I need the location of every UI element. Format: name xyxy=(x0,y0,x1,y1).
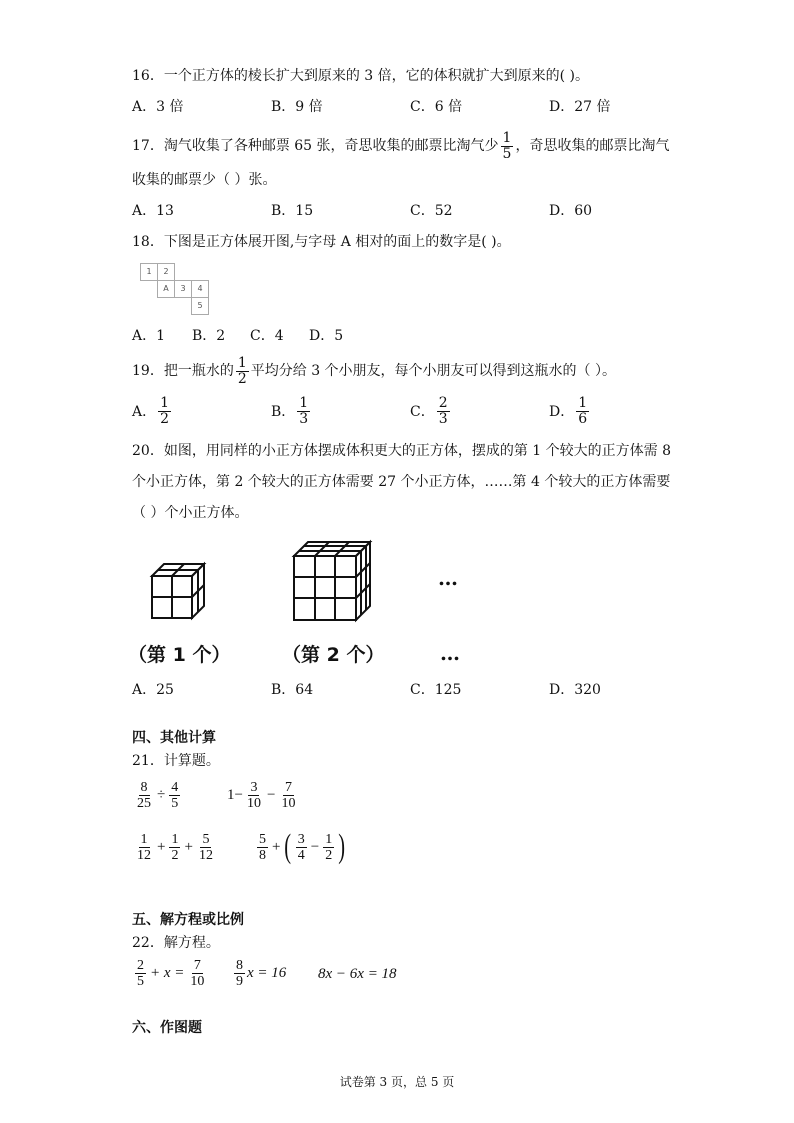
q18-stem: 18．下图是正方体展开图,与字母 A 相对的面上的数字是( )。 xyxy=(132,234,511,250)
frac-n: 1 xyxy=(325,831,333,847)
option-label: B． xyxy=(271,403,296,420)
frac xyxy=(135,832,153,863)
q18-option-c: C．4 xyxy=(250,328,284,344)
frac-d: 8 xyxy=(259,847,266,863)
q17-option-a: A．13 xyxy=(132,203,174,219)
frac xyxy=(279,780,297,811)
q16-stem: 16．一个正方体的棱长扩大到原来的 3 倍，它的体积就扩大到原来的( )。 xyxy=(132,68,589,84)
frac-d: 6 xyxy=(578,411,588,427)
cube-2x2-figure xyxy=(148,560,208,622)
net-cell: 5 xyxy=(191,297,209,315)
q17-option-c: C．52 xyxy=(410,203,453,219)
q19-frac-n: 1 xyxy=(237,354,247,371)
q18-option-a: A．1 xyxy=(132,328,166,344)
frac-n: 7 xyxy=(284,780,292,795)
q19-stem-b: 平均分给 3 个小朋友，每个小朋友可以得到这瓶水的（ ）。 xyxy=(250,363,617,379)
frac-n: 5 xyxy=(202,832,210,847)
section-5-title: 五、解方程或比例 xyxy=(132,912,244,928)
frac-d: 5 xyxy=(171,796,179,811)
q19-option-d xyxy=(549,396,591,427)
q16-option-a: A．3 倍 xyxy=(132,99,184,115)
frac-d: 12 xyxy=(137,848,151,863)
frac-d: 9 xyxy=(236,974,243,989)
q21-stem: 21．计算题。 xyxy=(132,753,220,769)
q20-option-a: A．25 xyxy=(132,682,174,698)
q19-stem-a: 19．把一瓶水的 xyxy=(132,363,234,379)
frac-d: 4 xyxy=(297,847,305,863)
q17-frac-d: 5 xyxy=(502,145,512,162)
right-paren: ) xyxy=(338,828,346,865)
caption-second: （第 2 个） xyxy=(282,644,385,666)
operator: − xyxy=(310,838,320,855)
option-label: A． xyxy=(132,403,157,420)
q16-option-c: C．6 倍 xyxy=(410,99,463,115)
q20-line1: 20．如图，用同样的小正方体摆成体积更大的正方体，摆成的第 1 个较大的正方体需 8 xyxy=(132,443,671,459)
frac-d: 2 xyxy=(160,411,170,427)
frac-n: 1 xyxy=(578,395,588,411)
operator: + xyxy=(157,839,166,855)
q17-option-d: D．60 xyxy=(549,203,593,219)
frac-n: 2 xyxy=(137,958,144,973)
q16-option-d: D．27 倍 xyxy=(549,99,611,115)
frac-d: 10 xyxy=(190,974,205,989)
q19-stem xyxy=(132,353,616,389)
option-label: D． xyxy=(549,403,575,420)
option-fraction xyxy=(576,396,589,427)
q18-option-d: D．5 xyxy=(309,328,344,344)
q17-stem-a: 17．淘气收集了各种邮票 65 张，奇思收集的邮票比淘气少 xyxy=(132,138,499,154)
calc-expr-3 xyxy=(133,832,217,863)
caption-first: （第 1 个） xyxy=(128,644,231,666)
frac xyxy=(188,958,206,989)
frac xyxy=(296,832,307,863)
frac-n: 7 xyxy=(193,958,201,973)
q20-option-d: D．320 xyxy=(549,682,601,698)
frac-d: 10 xyxy=(246,796,261,811)
net-cell: 4 xyxy=(191,280,209,298)
frac-n: 3 xyxy=(297,831,305,847)
frac-d: 3 xyxy=(438,411,448,427)
frac xyxy=(169,832,180,863)
q20-option-b: B．64 xyxy=(271,682,314,698)
equation-1 xyxy=(133,958,208,989)
option-fraction xyxy=(437,396,450,427)
q19-frac-d: 2 xyxy=(237,370,247,387)
q18-option-b: B．2 xyxy=(192,328,226,344)
frac xyxy=(234,958,245,989)
page-footer: 试卷第 3 页，总 5 页 xyxy=(339,1075,455,1089)
frac-d: 5 xyxy=(137,974,144,989)
section-4-title: 四、其他计算 xyxy=(132,730,216,746)
frac xyxy=(135,780,153,811)
frac-d: 2 xyxy=(171,848,179,863)
q17-stem-b: ，奇思收集的邮票比淘气 xyxy=(515,138,670,154)
frac xyxy=(197,832,215,863)
frac-n: 1 xyxy=(140,832,148,847)
frac xyxy=(257,832,268,863)
frac xyxy=(169,780,180,811)
lead-term: 1− xyxy=(227,787,243,803)
frac-n: 8 xyxy=(236,958,243,973)
option-label: C． xyxy=(410,403,435,420)
option-fraction xyxy=(158,396,171,427)
frac-n: 5 xyxy=(259,831,266,847)
section-6-title: 六、作图题 xyxy=(132,1020,202,1036)
q17-stem xyxy=(132,128,669,164)
equation-2 xyxy=(232,958,286,989)
q17-option-b: B．15 xyxy=(271,203,314,219)
calc-expr-2 xyxy=(227,780,299,811)
q19-option-b xyxy=(271,396,312,427)
cube-3x3-figure xyxy=(290,538,376,624)
q20-line2: 个小正方体，第 2 个较大的正方体需要 27 个小正方体，……第 4 个较大的正方体需要 xyxy=(132,474,671,490)
frac xyxy=(135,958,146,989)
q20-option-c: C．125 xyxy=(410,682,462,698)
q17-fraction xyxy=(501,131,514,162)
frac-n: 1 xyxy=(299,395,309,411)
frac-d: 10 xyxy=(281,796,296,811)
frac-n: 1 xyxy=(160,395,170,411)
equation-rest: x = 16 xyxy=(247,965,287,981)
q22-stem: 22．解方程。 xyxy=(132,935,220,951)
frac-n: 1 xyxy=(171,832,179,847)
frac-n: 8 xyxy=(140,780,148,795)
net-cell: 2 xyxy=(157,263,175,281)
q19-option-c xyxy=(410,396,452,427)
net-cell: 3 xyxy=(174,280,192,298)
equation-3: 8x − 6x = 18 xyxy=(318,966,397,982)
calc-expr-4 xyxy=(255,830,348,864)
q20-line3: （ ）个小正方体。 xyxy=(132,505,249,521)
q17-stem-c: 收集的邮票少（ ）张。 xyxy=(132,172,277,188)
q16-option-b: B．9 倍 xyxy=(271,99,323,115)
operator: − xyxy=(266,787,276,803)
frac-d: 12 xyxy=(198,848,213,863)
frac-n: 4 xyxy=(171,780,179,795)
ellipsis-caption: … xyxy=(440,641,461,665)
calc-expr-1 xyxy=(133,780,182,811)
operator: + xyxy=(184,839,193,855)
option-fraction xyxy=(297,396,310,427)
frac-d: 25 xyxy=(137,796,151,811)
frac-d: 3 xyxy=(299,411,309,427)
q17-frac-n: 1 xyxy=(502,129,512,146)
frac-n: 3 xyxy=(250,780,258,795)
operator: ÷ xyxy=(157,787,166,803)
q19-option-a xyxy=(132,396,173,427)
left-paren: ( xyxy=(284,828,292,865)
operator: + xyxy=(272,838,281,855)
frac xyxy=(323,832,334,863)
net-cell: A xyxy=(157,280,175,298)
frac-n: 2 xyxy=(438,395,448,411)
frac xyxy=(245,780,263,811)
frac-d: 2 xyxy=(325,847,333,863)
ellipsis-figure: … xyxy=(438,566,459,590)
net-cell: 1 xyxy=(140,263,158,281)
equation-mid: + x = xyxy=(150,965,185,981)
q19-fraction xyxy=(236,356,249,387)
